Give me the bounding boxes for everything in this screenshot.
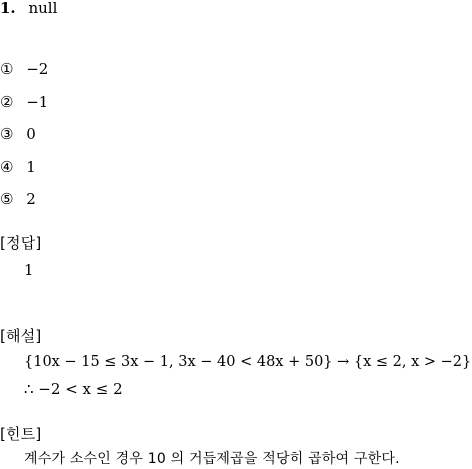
question-text: null (28, 0, 58, 17)
choice-marker-1: ① (0, 60, 14, 78)
choice-marker-4: ④ (0, 158, 14, 176)
explanation-label: [해설] (0, 327, 42, 345)
question-number: 1. (0, 0, 16, 17)
explanation-line-2: ∴ −2 < x ≤ 2 (24, 380, 123, 398)
choice-item[interactable] (0, 95, 48, 110)
answer-label: [정답] (0, 234, 42, 252)
explanation-line-1: {10x − 15 ≤ 3x − 1, 3x − 40 < 48x + 50} → {x ≤ 2, x > −2} (24, 354, 472, 370)
choice-value: 0 (26, 125, 36, 143)
choice-item[interactable] (0, 160, 36, 175)
choice-value: −2 (26, 60, 49, 78)
hint-label: [힌트] (0, 425, 42, 443)
choice-item[interactable] (0, 127, 36, 142)
answer-value: 1 (24, 261, 34, 279)
choice-marker-2: ② (0, 93, 14, 111)
hint-text: 계수가 소수인 경우 10 의 거듭제곱을 적당히 곱하여 구한다. (24, 451, 400, 467)
choice-value: 2 (26, 190, 36, 208)
question-header (0, 1, 57, 16)
choice-marker-3: ③ (0, 125, 14, 143)
choice-item[interactable] (0, 192, 36, 207)
choice-value: −1 (26, 93, 49, 111)
choice-value: 1 (26, 158, 36, 176)
choice-marker-5: ⑤ (0, 190, 14, 208)
choice-item[interactable] (0, 62, 48, 77)
